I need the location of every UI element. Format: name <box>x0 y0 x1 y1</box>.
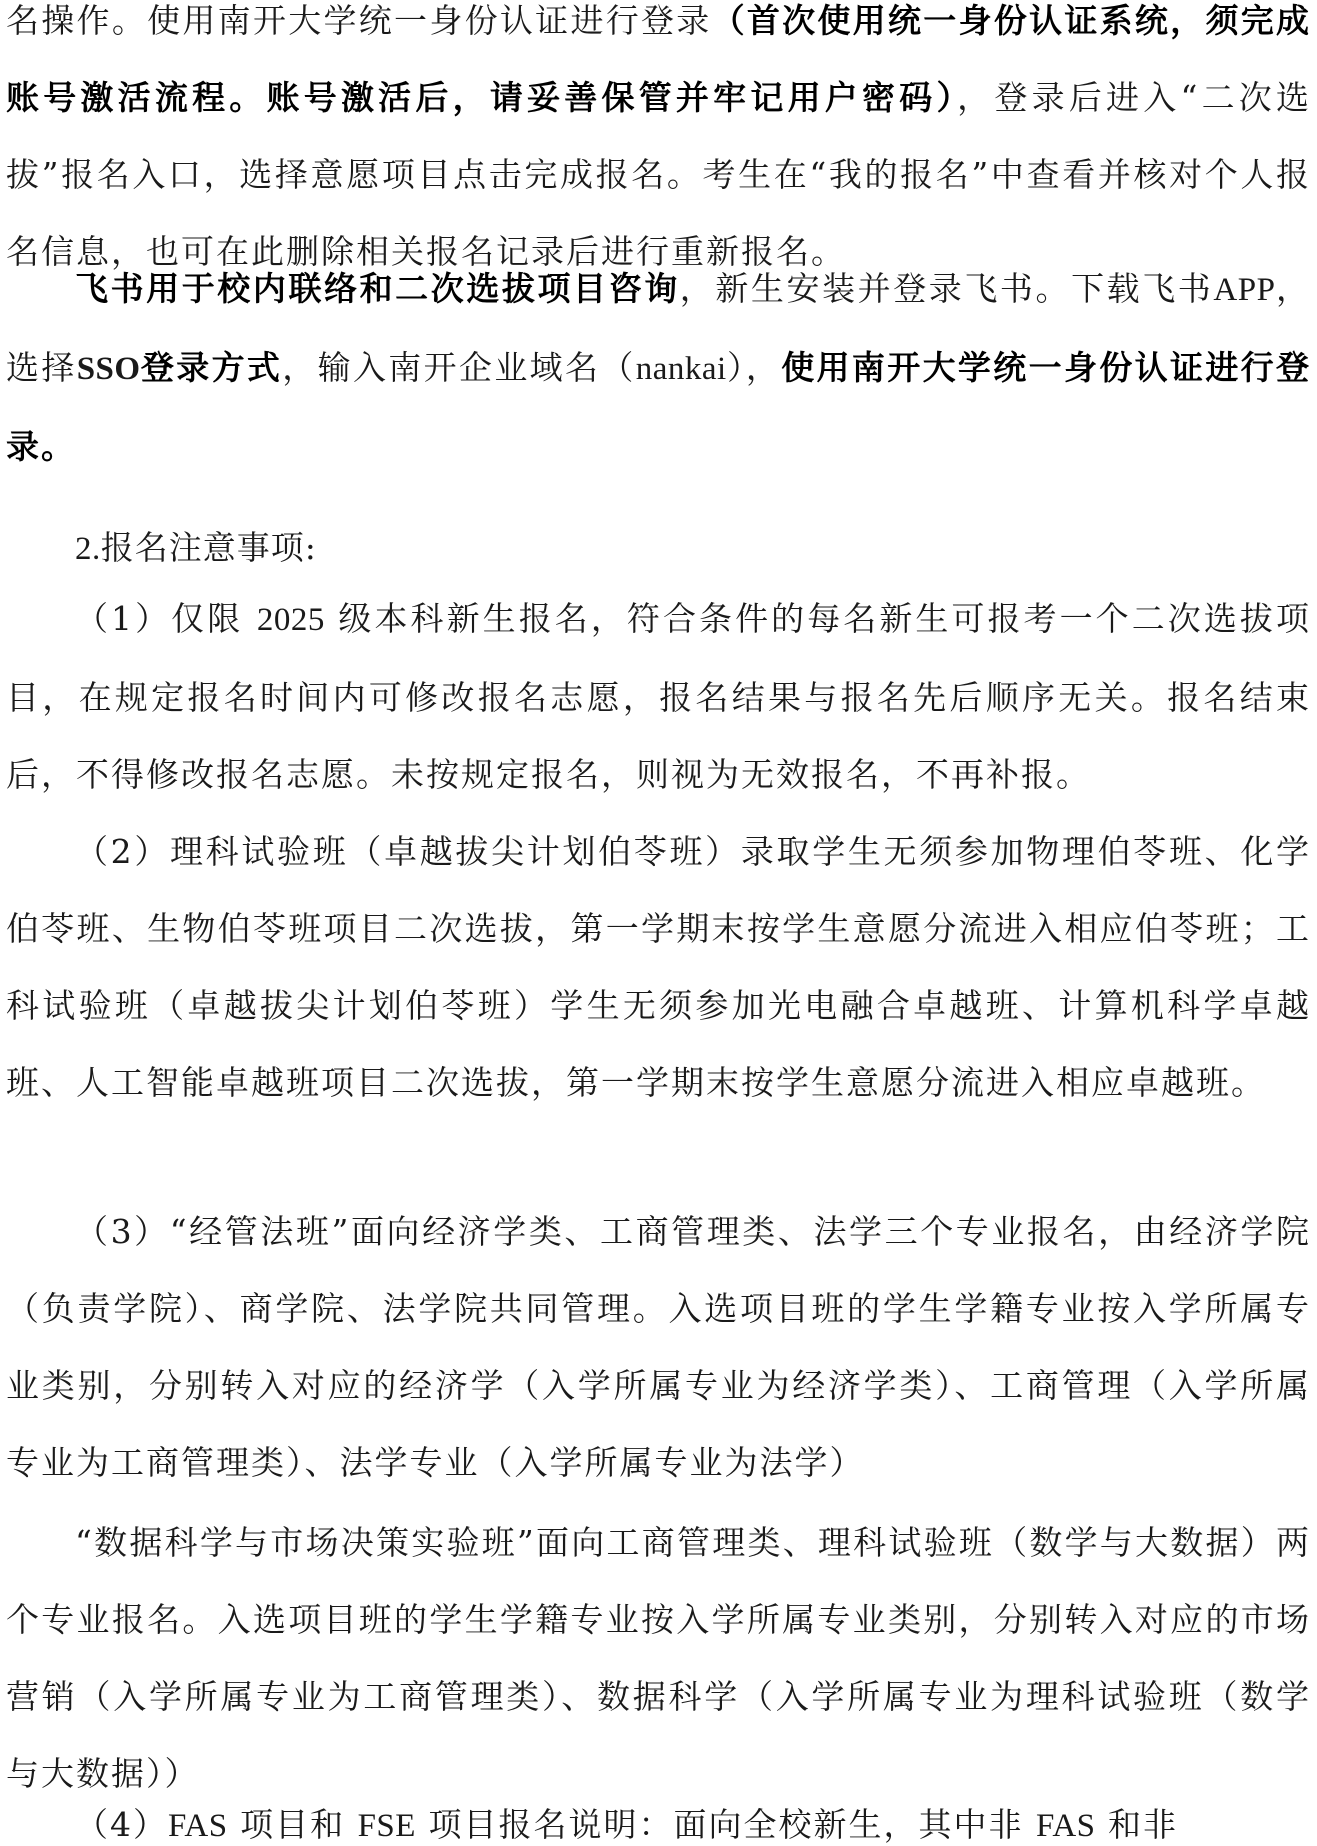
text-run: ，选择 <box>6 269 1312 387</box>
list-item-notice-3 <box>6 1193 1311 1501</box>
text-run: ）， <box>726 348 782 387</box>
bold-text-run: 登录方式 <box>140 348 283 387</box>
list-item-notice-1 <box>6 580 1311 813</box>
bold-text-run: 使用南开大学统一身份认证进行登录。 <box>6 348 1312 466</box>
text-run: ，输入南开企业域名（ <box>282 348 636 387</box>
text-run: 报名注意事项: <box>100 528 317 567</box>
text-run: “数据科学与市场决策实验班”面向工商管理类、理科试验班（数学与大数据）两个专业报名。入选项目班的学生学籍专业按入学所属专业类别，分别转入对应的市场营销（入学所属专业为工商管理类）、数据科学（入学所属专业为理科试验班（数学与大数据）） <box>6 1523 1311 1793</box>
text-run: FSE <box>357 1808 416 1844</box>
list-item-notice-3-data-science <box>6 1504 1311 1812</box>
text-run: （2）理科试验班（卓越拔尖计划伯苓班）录取学生无须参加物理伯苓班、化学伯苓班、生物伯苓班项目二次选拔，第一学期末按学生意愿分流进入相应伯苓班；工科试验班（卓越拔尖计划伯苓班）学生无须参加光电融合卓越班、计算机科学卓越班、人工智能卓越班项目二次选拔，第一学期末按学生意愿分流进入相应卓越班。 <box>6 832 1311 1102</box>
text-run: （4） <box>75 1805 168 1844</box>
text-run: 和非 <box>1095 1805 1179 1844</box>
text-run: 项目和 <box>227 1805 358 1844</box>
text-run: （1）仅限 <box>75 599 257 638</box>
text-run: ，新生安装并登录飞书。下载飞书 <box>679 269 1214 308</box>
text-run: FAS <box>1035 1808 1096 1844</box>
text-run: FAS <box>168 1808 228 1844</box>
text-run: APP <box>1213 272 1276 308</box>
list-item-notice-4 <box>6 1786 1311 1846</box>
text-run: 2025 <box>256 602 325 638</box>
list-item-notice-2 <box>6 813 1311 1121</box>
text-run: 级本科新生报名，符合条件的每名新生可报考一个二次选拔项目，在规定报名时间内可修改报名志愿，报名结果与报名先后顺序无关。报名结束后，不得修改报名志愿。未按规定报名，则视为无效报名，不再补报。 <box>6 599 1311 794</box>
text-run: 项目报名说明：面向全校新生，其中非 <box>415 1805 1036 1844</box>
text-run: 2. <box>75 531 101 567</box>
text-run: （3）“经管法班”面向经济学类、工商管理类、法学三个专业报名，由经济学院（负责学院）、商学院、法学院共同管理。入选项目班的学生学籍专业按入学所属专业类别，分别转入对应的经济学（入学所属专业为经济学类）、工商管理（入学所属专业为工商管理类）、法学专业（入学所属专业为法学） <box>6 1212 1311 1482</box>
bold-text-run: （首次使用统一身份认证系统，须完成账号激活流程。账号激活后，请妥善保管并牢记用户密码） <box>6 1 1312 117</box>
paragraph-registration-login <box>6 0 1311 290</box>
text-run: 名操作。使用南开大学统一身份认证进行登录 <box>6 1 712 40</box>
section-heading-registration-notes <box>6 509 1311 588</box>
text-run: nankai <box>635 351 727 387</box>
bold-text-run: SSO <box>76 351 141 387</box>
bold-text-run: 飞书用于校内联络和二次选拔项目咨询 <box>75 269 680 308</box>
paragraph-feishu-login <box>6 250 1311 485</box>
text-run: ，登录后进入“二次选拔”报名入口，选择意愿项目点击完成报名。考生在“我的报名”中查看并核对个人报名信息，也可在此删除相关报名记录后进行重新报名。 <box>6 78 1312 271</box>
